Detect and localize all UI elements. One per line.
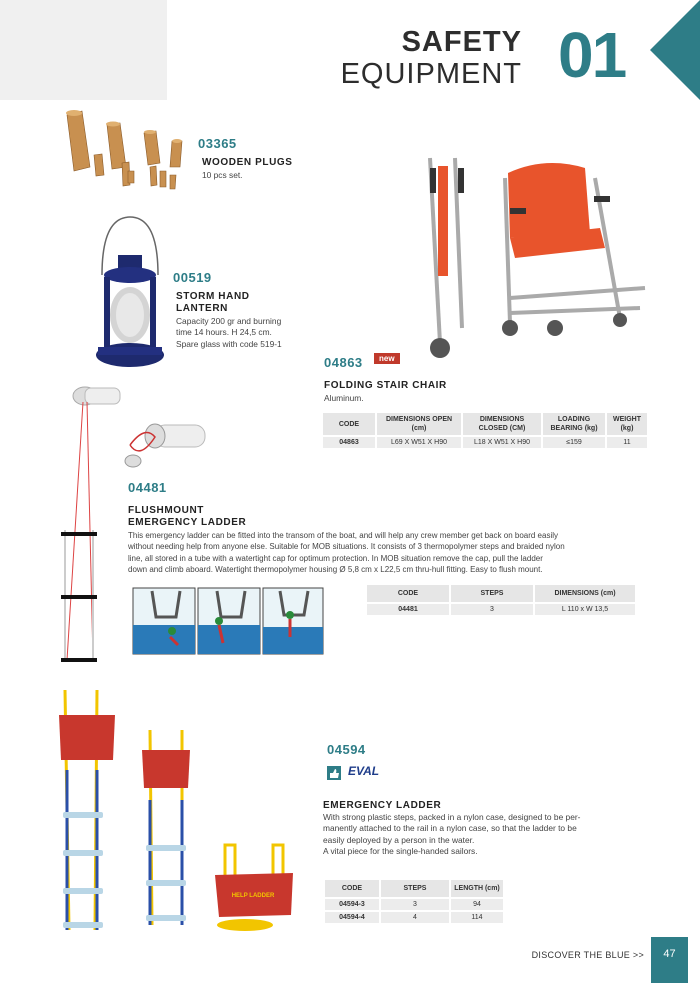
storm-lantern-image [90, 215, 170, 375]
desc-line: A vital piece for the single-handed sailors. [323, 846, 478, 857]
table-cell: 114 [450, 911, 504, 923]
thumbs-up-icon [327, 766, 341, 780]
product-title-emergency-ladder: EMERGENCY LADDER [323, 800, 442, 811]
desc-line: This emergency ladder can be fitted into the transom of the boat, and will help any crew member get back on board easily [128, 531, 559, 540]
table-header: LENGTH (cm) [450, 880, 504, 898]
eval-logo: EVAL [348, 764, 380, 778]
new-badge: new [374, 353, 400, 364]
desc-line: line, all stored in a tube with a watertight cap for optimum protection. In MOB situation remove the cap, pull the ladder [128, 553, 543, 563]
footer-tagline: DISCOVER THE BLUE >> [531, 950, 644, 960]
table-header: CODE [325, 880, 380, 898]
table-cell: 3 [380, 898, 450, 911]
page-number: 47 [651, 937, 688, 983]
product-code-04594: 04594 [327, 742, 366, 757]
table-header: STEPS [450, 585, 534, 603]
table-cell: 04481 [367, 603, 450, 615]
desc-line: without needing help from anyone else. Suitable for MOB situations. It consists of 3 thermopolymer steps and braided nylon [128, 542, 565, 552]
table-header: WEIGHT (kg) [606, 413, 648, 436]
table-row [367, 603, 636, 615]
product-title-lantern-1: STORM HAND [176, 291, 250, 302]
table-cell: 04594-3 [325, 898, 380, 911]
table-cell: 94 [450, 898, 504, 911]
table-cell: L18 X W51 X H90 [462, 436, 542, 448]
table-cell: 4 [380, 911, 450, 923]
table-header: CODE [367, 585, 450, 603]
product-desc-emergency-ladder [323, 812, 633, 858]
table-cell: L 110 x W 13,5 [534, 603, 636, 615]
emergency-ladder-image [55, 690, 305, 940]
spec-table-04481 [367, 585, 637, 615]
table-row [325, 898, 504, 911]
product-title-flush-ladder-1: FLUSHMOUNT [128, 505, 204, 516]
table-header: DIMENSIONS CLOSED (CM) [462, 413, 542, 436]
product-desc-stair-chair: Aluminum. [324, 393, 364, 403]
mob-illustrations [132, 587, 324, 655]
section-tab-arrow [650, 0, 700, 100]
table-cell: ≤159 [542, 436, 606, 448]
page-title-line1: SAFETY [401, 26, 522, 58]
product-code-00519: 00519 [173, 270, 212, 285]
desc-line: Capacity 200 gr and burning [176, 316, 282, 326]
spec-table-04863 [323, 413, 649, 448]
table-cell: 3 [450, 603, 534, 615]
desc-line: With strong plastic steps, packed in a nylon case, designed to be per- [323, 812, 581, 822]
product-desc-lantern [176, 316, 302, 350]
wooden-plugs-image [62, 105, 192, 200]
table-cell: 11 [606, 436, 648, 448]
table-cell: L69 X W51 X H90 [376, 436, 462, 448]
bag-label: HELP LADDER [231, 893, 275, 899]
product-code-03365: 03365 [198, 136, 237, 151]
table-cell: 04594-4 [325, 911, 380, 923]
table-header: STEPS [380, 880, 450, 898]
product-code-04481: 04481 [128, 480, 167, 495]
table-header: CODE [323, 413, 376, 436]
table-row [323, 436, 648, 448]
product-title-flush-ladder-2: EMERGENCY LADDER [128, 517, 247, 528]
product-title-stair-chair: FOLDING STAIR CHAIR [324, 380, 447, 391]
product-title-wooden-plugs: WOODEN PLUGS [202, 157, 293, 168]
page-title-line2: EQUIPMENT [340, 58, 522, 90]
spec-table-04594 [325, 880, 505, 923]
stair-chair-image [410, 148, 658, 366]
table-row [325, 911, 504, 923]
table-header: DIMENSIONS OPEN (cm) [376, 413, 462, 436]
product-desc-wooden-plugs: 10 pcs set. [202, 170, 243, 180]
desc-line: easily deployed by a person in the water. [323, 834, 475, 845]
desc-line: time 14 hours. H 24,5 cm. [176, 327, 272, 338]
product-desc-flush-ladder [128, 530, 654, 576]
desc-line: manently attached to the rail in a nylon case, so that the ladder to be [323, 823, 577, 834]
section-number: 01 [558, 19, 626, 91]
desc-line: down and climb aboard. Watertight thermopolymer housing Ø 5,8 cm x L22,5 cm thru-hull fitting. Easy to flush mount. [128, 565, 543, 575]
header-grey-panel [0, 0, 167, 100]
desc-line: Spare glass with code 519-1 [176, 338, 282, 349]
product-code-04863: 04863 [324, 355, 363, 370]
table-header: LOADING BEARING (kg) [542, 413, 606, 436]
product-title-lantern-2: LANTERN [176, 303, 228, 314]
table-header: DIMENSIONS (cm) [534, 585, 636, 603]
table-cell: 04863 [323, 436, 376, 448]
